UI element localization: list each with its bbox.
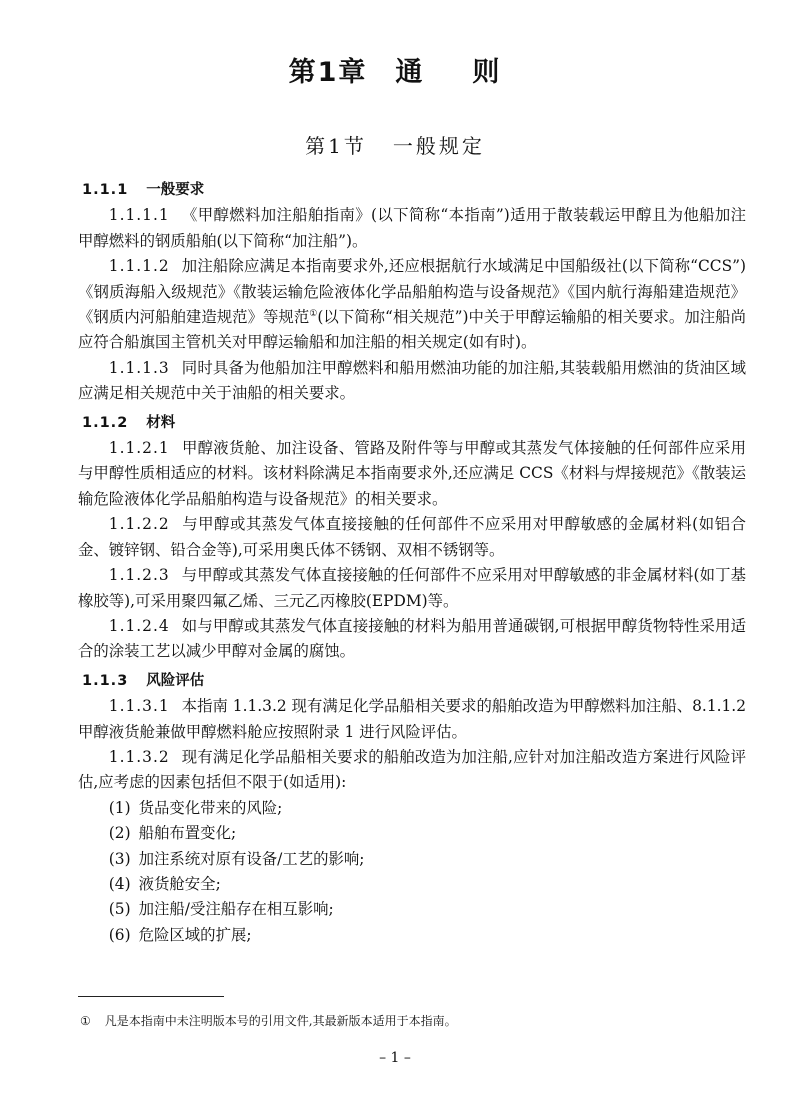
heading-text: 一般要求 (146, 182, 205, 198)
document-body (78, 178, 746, 948)
clause-number: 1.1.3.2 (108, 747, 170, 766)
clause-text: 同时具备为他船加注甲醇燃料和船用燃油功能的加注船,其装载船用燃油的货油区域应满足相关规范中关于油船的相关要求。 (78, 358, 746, 403)
paragraph-1-1-2-2 (78, 512, 746, 563)
paragraph-1-1-1-2 (78, 254, 746, 356)
list-item-number: (3) (108, 849, 131, 868)
paragraph-1-1-2-3 (78, 563, 746, 614)
list-item (78, 821, 746, 846)
paragraph-1-1-2-4 (78, 614, 746, 665)
heading-number: 1.1.1 (82, 182, 129, 198)
list-item-text: 货品变化带来的风险; (138, 798, 283, 817)
chapter-title (0, 50, 790, 89)
list-item-number: (5) (108, 900, 131, 919)
clause-number: 1.1.1.2 (108, 257, 170, 276)
list-item-text: 液货舱安全; (138, 874, 221, 893)
heading-text: 材料 (146, 414, 176, 431)
list-item (78, 923, 746, 948)
paragraph-1-1-2-1 (78, 436, 746, 512)
clause-text: 加注船除应满足本指南要求外,还应根据航行水域满足中国船级社(以下简称“CCS”)《钢质海船入级规范》《散装运输危险液体化学品船舶构造与设备规范》《国内航行海船建造规范》《钢质内河船舶建造规范》等规范 (78, 257, 746, 327)
list-item (78, 897, 746, 922)
clause-text: 如与甲醇或其蒸发气体直接接触的材料为船用普通碳钢,可根据甲醇货物特性采用适合的涂装工艺以减少甲醇对金属的腐蚀。 (78, 616, 746, 661)
heading-1-1-1 (78, 178, 746, 203)
clause-text: 现有满足化学品船相关要求的船舶改造为加注船,应针对加注船改造方案进行风险评估,应考虑的因素包括但不限于(如适用): (78, 747, 746, 792)
clause-text-continued: (以下简称“相关规范”)中关于甲醇运输船的相关要求。加注船尚应符合船旗国主管机关对甲醇运输船和加注船的相关规定(如有时)。 (78, 308, 746, 352)
heading-number: 1.1.2 (82, 414, 129, 431)
clause-number: 1.1.2.1 (108, 439, 170, 458)
paragraph-1-1-3-2 (78, 745, 746, 796)
footnote-divider (78, 996, 224, 997)
paragraph-1-1-1-1 (78, 203, 746, 254)
clause-number: 1.1.2.2 (108, 515, 170, 534)
footnote-text: 凡是本指南中未注明版本号的引用文件,其最新版本适用于本指南。 (104, 1014, 457, 1028)
clause-text: 本指南 1.1.3.2 现有满足化学品船相关要求的船舶改造为甲醇燃料加注船、8.1.1.2 甲醇液货舱兼做甲醇燃料舱应按照附录 1 进行风险评估。 (78, 697, 746, 741)
heading-1-1-2 (78, 411, 746, 436)
paragraph-1-1-3-1 (78, 694, 746, 745)
clause-number: 1.1.1.3 (108, 358, 170, 377)
clause-number: 1.1.2.4 (108, 616, 170, 635)
section-number: 第1节 (305, 134, 367, 158)
list-item-number: (1) (108, 798, 131, 817)
list-item-number: (4) (108, 874, 131, 893)
list-item-text: 船舶布置变化; (138, 824, 237, 843)
clause-text: 与甲醇或其蒸发气体直接接触的任何部件不应采用对甲醇敏感的非金属材料(如丁基橡胶等),可采用聚四氟乙烯、三元乙丙橡胶(EPDM)等。 (78, 566, 746, 610)
section-title (0, 130, 790, 159)
clause-text: 甲醇液货舱、加注设备、管路及附件等与甲醇或其蒸发气体接触的任何部件应采用与甲醇性质相适应的材料。该材料除满足本指南要求外,还应满足 CCS《材料与焊接规范》《散装运输危险液体化学品船舶构造与设备规范》的相关要求。 (78, 439, 746, 508)
heading-text: 风险评估 (146, 672, 205, 689)
chapter-title-part-2: 则 (472, 57, 502, 88)
chapter-title-part-1: 通 (395, 57, 425, 88)
section-title-text: 一般规定 (392, 134, 485, 158)
list-item-text: 加注系统对原有设备/工艺的影响; (138, 849, 365, 868)
list-item (78, 796, 746, 821)
paragraph-1-1-1-3 (78, 356, 746, 407)
list-item-text: 危险区域的扩展; (138, 925, 252, 944)
list-item-number: (2) (108, 824, 131, 843)
footnote-mark: ① (80, 1014, 91, 1028)
clause-text: 《甲醇燃料加注船舶指南》(以下简称“本指南”)适用于散装载运甲醇且为他船加注甲醇燃料的钢质船舶(以下简称“加注船”)。 (78, 206, 746, 250)
heading-1-1-3 (78, 669, 746, 694)
footnote-reference[interactable]: ① (309, 308, 318, 319)
clause-text: 与甲醇或其蒸发气体直接接触的任何部件不应采用对甲醇敏感的金属材料(如铝合金、镀锌钢、铅合金等),可采用奥氏体不锈钢、双相不锈钢等。 (78, 515, 746, 559)
clause-number: 1.1.2.3 (108, 566, 170, 585)
page-number: – 1 – (379, 1050, 411, 1066)
clause-number: 1.1.3.1 (108, 697, 170, 716)
clause-number: 1.1.1.1 (108, 206, 170, 225)
list-item (78, 847, 746, 872)
list-item-number: (6) (108, 925, 131, 944)
list-item-text: 加注船/受注船存在相互影响; (138, 900, 334, 919)
list-item (78, 872, 746, 897)
chapter-number: 第1章 (288, 57, 368, 88)
footnote (80, 1012, 457, 1029)
heading-number: 1.1.3 (82, 672, 129, 689)
